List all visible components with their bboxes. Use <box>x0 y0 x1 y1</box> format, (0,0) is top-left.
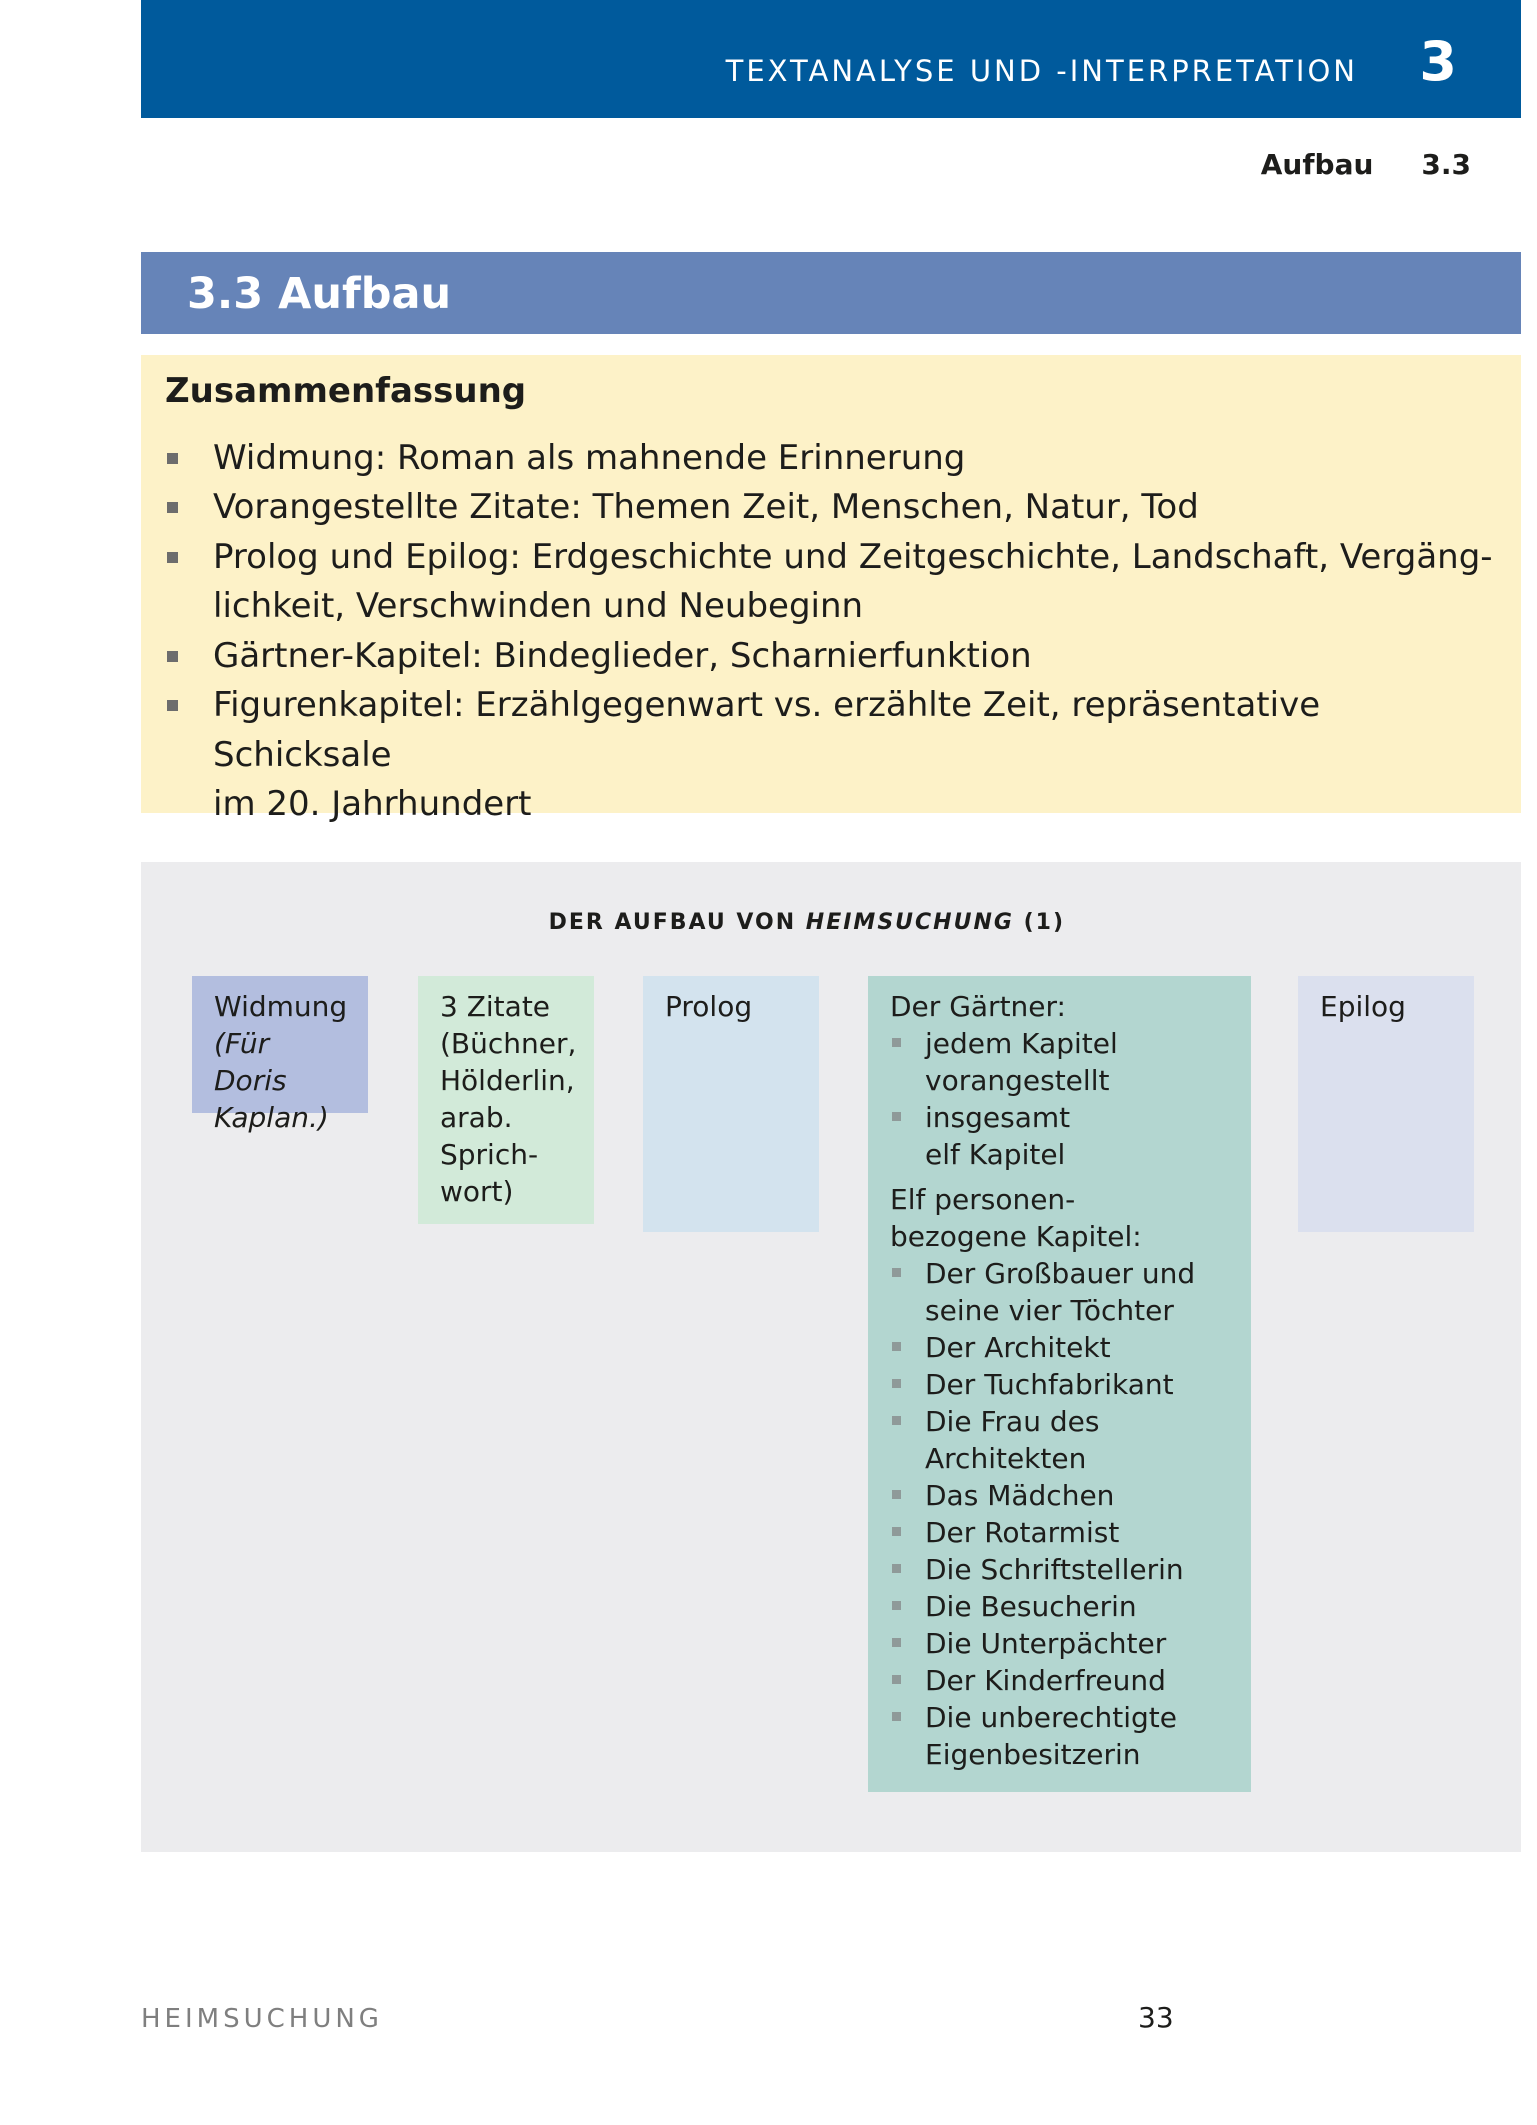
diagram-title-suffix: (1) <box>1013 910 1065 935</box>
gaertner-list <box>890 1025 1229 1173</box>
chapters-heading-line: bezogene Kapitel: <box>890 1220 1142 1253</box>
square-bullet-icon <box>892 1342 901 1351</box>
list-item <box>890 1477 1229 1514</box>
square-bullet-icon <box>167 502 178 513</box>
list-item-line: Der Kinderfreund <box>925 1664 1166 1697</box>
square-bullet-icon <box>892 1112 901 1121</box>
square-bullet-icon <box>167 552 178 563</box>
section-running-head <box>1261 148 1471 181</box>
widmung-box <box>192 976 368 1134</box>
list-item <box>890 1662 1229 1699</box>
summary-item <box>165 483 1497 533</box>
square-bullet-icon <box>892 1527 901 1536</box>
square-bullet-icon <box>892 1038 901 1047</box>
list-item-line: Der Großbauer und <box>925 1257 1196 1290</box>
square-bullet-icon <box>167 651 178 662</box>
diagram-title-prefix: DER AUFBAU VON <box>548 910 806 935</box>
list-item <box>890 1551 1229 1588</box>
footer-book-title: HEIMSUCHUNG <box>141 2004 383 2034</box>
chapter-header-bar <box>141 0 1521 118</box>
list-item-line: Eigenbesitzerin <box>925 1738 1141 1771</box>
square-bullet-icon <box>892 1675 901 1684</box>
list-item <box>890 1403 1229 1477</box>
square-bullet-icon <box>892 1564 901 1573</box>
diagram-title <box>141 910 1065 935</box>
epilog-label: Epilog <box>1320 990 1406 1023</box>
square-bullet-icon <box>892 1601 901 1610</box>
section-title-bar <box>141 252 1521 334</box>
widmung-dedication-line: (Für Doris <box>214 1027 287 1097</box>
square-bullet-icon <box>167 453 178 464</box>
list-item-line: insgesamt <box>925 1101 1071 1134</box>
gaertner-box <box>868 976 1251 1792</box>
summary-list <box>165 434 1497 830</box>
list-item <box>890 1625 1229 1662</box>
square-bullet-icon <box>892 1712 901 1721</box>
list-item <box>890 1255 1229 1329</box>
zitate-line: wort) <box>440 1175 514 1208</box>
square-bullet-icon <box>892 1638 901 1647</box>
structure-diagram <box>141 862 1521 1852</box>
list-item-line: Der Rotarmist <box>925 1516 1120 1549</box>
summary-line: Figurenkapitel: Erzählgegenwart vs. erzählte Zeit, repräsentative Schicksale <box>213 685 1321 775</box>
list-item-line: Die Frau des <box>925 1405 1100 1438</box>
list-item <box>890 1099 1229 1173</box>
square-bullet-icon <box>892 1268 901 1277</box>
zitate-line: Sprich- <box>440 1138 539 1171</box>
prolog-box <box>643 976 819 1232</box>
list-item-line: Die Schriftstellerin <box>925 1553 1184 1586</box>
zitate-line: Hölderlin, <box>440 1064 575 1097</box>
section-title: 3.3 Aufbau <box>187 269 452 319</box>
list-item <box>890 1025 1229 1099</box>
gaertner-heading: Der Gärtner: <box>890 990 1066 1023</box>
chapters-heading-line: Elf personen- <box>890 1183 1076 1216</box>
square-bullet-icon <box>167 700 178 711</box>
summary-item <box>165 533 1497 632</box>
list-item <box>890 1588 1229 1625</box>
chapter-title: TEXTANALYSE UND -INTERPRETATION <box>725 54 1358 88</box>
list-item-line: vorangestellt <box>925 1064 1110 1097</box>
summary-item <box>165 681 1497 830</box>
prolog-label: Prolog <box>665 990 753 1023</box>
section-number: 3.3 <box>1421 148 1471 181</box>
summary-item <box>165 434 1497 484</box>
summary-line: lichkeit, Verschwinden und Neubeginn <box>213 586 864 627</box>
summary-heading: Zusammenfassung <box>165 371 527 411</box>
list-item-line: jedem Kapitel <box>925 1027 1118 1060</box>
list-item <box>890 1699 1229 1773</box>
list-item <box>890 1329 1229 1366</box>
list-item-line: Die Unterpächter <box>925 1627 1167 1660</box>
square-bullet-icon <box>892 1379 901 1388</box>
summary-line: Widmung: Roman als mahnende Erinnerung <box>213 437 966 478</box>
widmung-dedication-line: Kaplan.) <box>214 1101 329 1134</box>
square-bullet-icon <box>892 1490 901 1499</box>
list-item-line: Die Besucherin <box>925 1590 1137 1623</box>
summary-box <box>141 355 1521 825</box>
chapter-number: 3 <box>1419 30 1457 93</box>
summary-line: im 20. Jahrhundert <box>213 784 532 825</box>
diagram-title-book: HEIMSUCHUNG <box>805 910 1014 935</box>
zitate-box <box>418 976 594 1224</box>
list-item-line: Das Mädchen <box>925 1479 1115 1512</box>
list-item-line: Der Architekt <box>925 1331 1111 1364</box>
list-item <box>890 1514 1229 1551</box>
zitate-line: 3 Zitate <box>440 990 551 1023</box>
list-item-line: elf Kapitel <box>925 1138 1066 1171</box>
zitate-line: arab. <box>440 1101 513 1134</box>
summary-item <box>165 632 1497 682</box>
summary-line: Prolog und Epilog: Erdgeschichte und Zeitgeschichte, Landschaft, Vergäng- <box>213 536 1493 577</box>
list-item-line: Die unberechtigte <box>925 1701 1177 1734</box>
summary-line: Vorangestellte Zitate: Themen Zeit, Menschen, Natur, Tod <box>213 487 1199 528</box>
zitate-line: (Büchner, <box>440 1027 577 1060</box>
chapters-list <box>890 1255 1229 1773</box>
list-item-line: Der Tuchfabrikant <box>925 1368 1174 1401</box>
page-number: 33 <box>1138 2001 1174 2034</box>
widmung-label: Widmung <box>214 990 348 1023</box>
epilog-box <box>1298 976 1474 1232</box>
section-label: Aufbau <box>1260 148 1374 181</box>
square-bullet-icon <box>892 1416 901 1425</box>
chapters-heading <box>890 1181 1229 1255</box>
summary-line: Gärtner-Kapitel: Bindeglieder, Scharnierfunktion <box>213 635 1032 676</box>
list-item-line: seine vier Töchter <box>925 1294 1174 1327</box>
list-item-line: Architekten <box>925 1442 1087 1475</box>
list-item <box>890 1366 1229 1403</box>
